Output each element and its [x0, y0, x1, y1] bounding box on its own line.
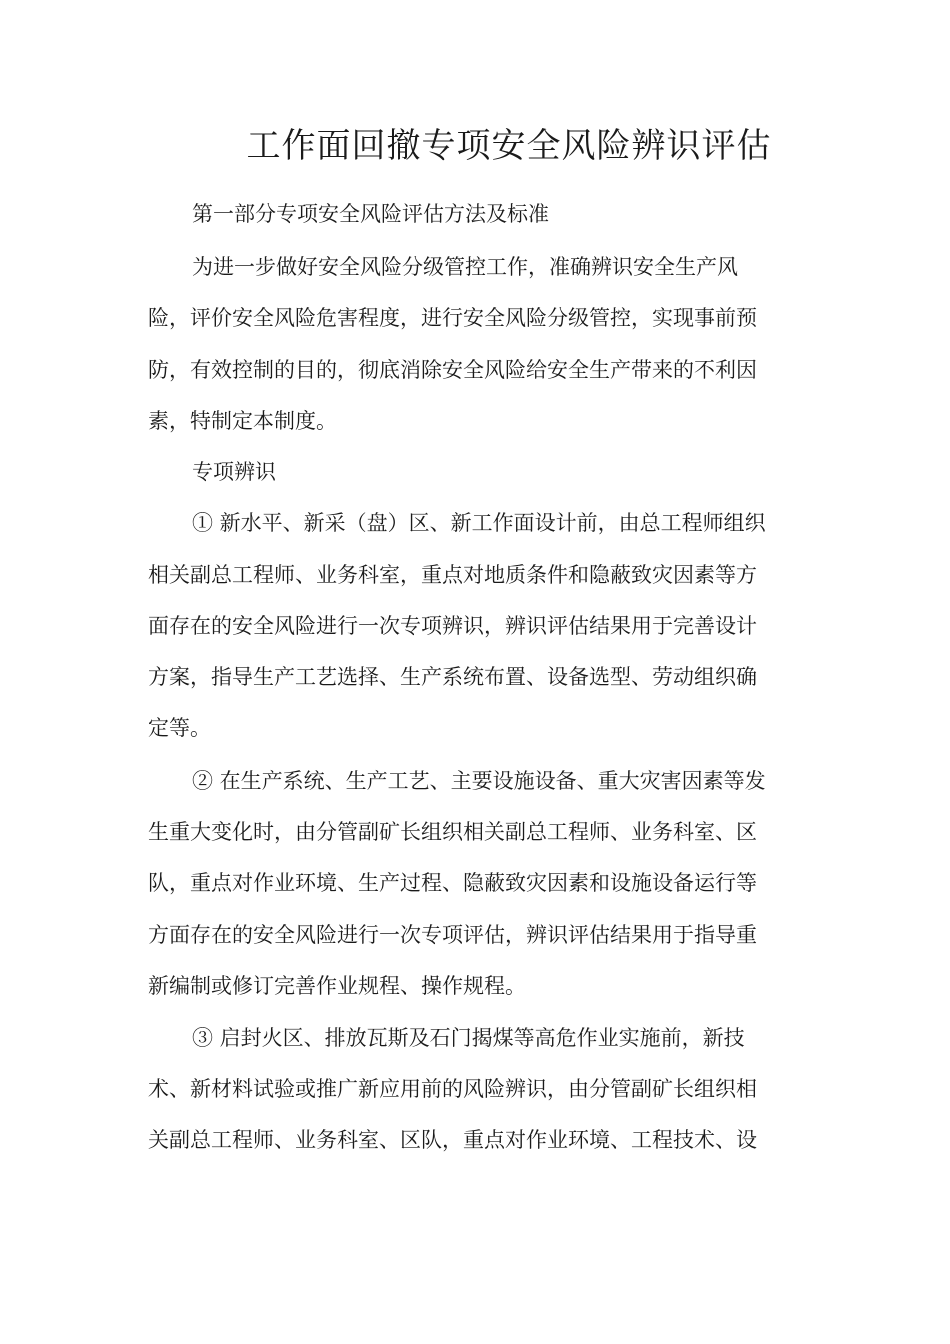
paragraph-line: 新编制或修订完善作业规程、操作规程。	[148, 974, 526, 998]
section-heading: 第一部分专项安全风险评估方法及标准	[192, 202, 549, 226]
subheading: 专项辨识	[192, 460, 276, 484]
paragraph-line: 为进一步做好安全风险分级管控工作，准确辨识安全生产风	[192, 255, 738, 279]
paragraph-line: 术、新材料试验或推广新应用前的风险辨识，由分管副矿长组织相	[148, 1077, 757, 1101]
paragraph-line: 相关副总工程师、业务科室，重点对地质条件和隐蔽致灾因素等方	[148, 563, 757, 587]
paragraph-line: 险，评价安全风险危害程度，进行安全风险分级管控，实现事前预	[148, 306, 757, 330]
paragraph-line: 队，重点对作业环境、生产过程、隐蔽致灾因素和设施设备运行等	[148, 871, 757, 895]
paragraph-line: 关副总工程师、业务科室、区队，重点对作业环境、工程技术、设	[148, 1128, 757, 1152]
paragraph-line: 生重大变化时，由分管副矿长组织相关副总工程师、业务科室、区	[148, 820, 757, 844]
paragraph-line: 防，有效控制的目的，彻底消除安全风险给安全生产带来的不利因	[148, 358, 757, 382]
document-title: 工作面回撤专项安全风险辨识评估	[246, 126, 772, 166]
paragraph-line: ③ 启封火区、排放瓦斯及石门揭煤等高危作业实施前，新技	[192, 1026, 745, 1050]
paragraph-line: 素，特制定本制度。	[148, 409, 337, 433]
paragraph-line: 方面存在的安全风险进行一次专项评估，辨识评估结果用于指导重	[148, 923, 757, 947]
paragraph-line: 方案，指导生产工艺选择、生产系统布置、设备选型、劳动组织确	[148, 665, 757, 689]
paragraph-line: 面存在的安全风险进行一次专项辨识，辨识评估结果用于完善设计	[148, 614, 757, 638]
paragraph-line: ② 在生产系统、生产工艺、主要设施设备、重大灾害因素等发	[192, 769, 766, 793]
paragraph-line: ① 新水平、新采（盘）区、新工作面设计前，由总工程师组织	[192, 511, 766, 535]
paragraph-line: 定等。	[148, 716, 211, 740]
